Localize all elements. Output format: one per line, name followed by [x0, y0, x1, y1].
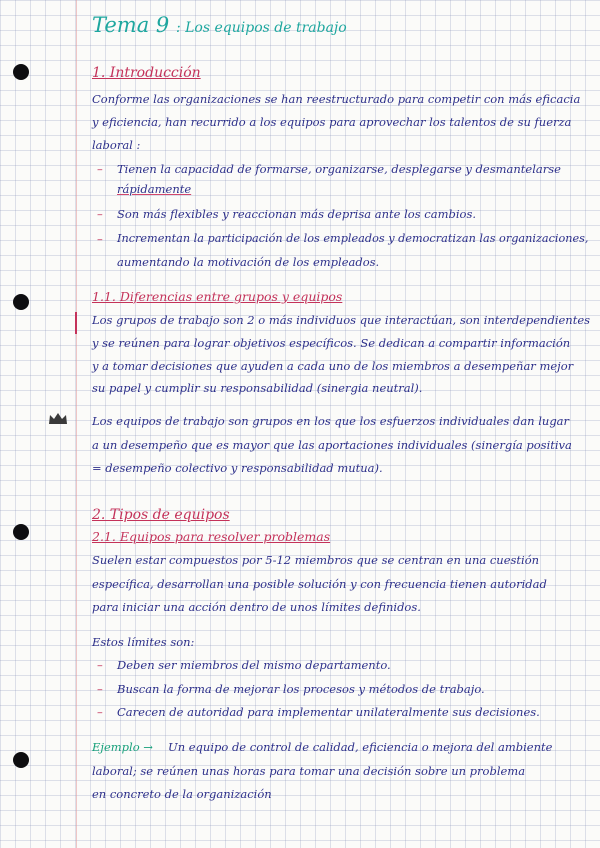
- sec2-bullet-2: Buscan la forma de mejorar los procesos y métodos de trabajo.: [117, 682, 485, 696]
- sec2-bullet-1: Deben ser miembros del mismo departamento.: [117, 658, 391, 672]
- sec1-bullet-3a: Incrementan la participación de los empleados y democratizan las organizaciones,: [117, 232, 589, 245]
- crown-icon: [48, 412, 68, 426]
- bullet-dash: –: [97, 705, 103, 719]
- sec1-bullet-3b: aumentando la motivación de los empleados.: [117, 255, 380, 269]
- sec1-line-3: laboral :: [92, 138, 141, 152]
- bullet-dash: –: [97, 232, 103, 246]
- binder-hole-icon: [13, 752, 29, 768]
- margin-line: [76, 0, 77, 848]
- example-line-3: en concreto de la organización: [92, 787, 272, 801]
- sec1-bullet-1b: rápidamente: [117, 182, 192, 196]
- sec2-limits-label: Estos límites son:: [92, 635, 195, 649]
- section-1-1-heading: 1.1. Diferencias entre grupos y equipos: [92, 289, 343, 304]
- sec2-bullet-3: Carecen de autoridad para implementar unilateralmente sus decisiones.: [117, 705, 540, 719]
- margin-mark: [75, 312, 77, 334]
- section-2-1-heading: 2.1. Equipos para resolver problemas: [92, 529, 331, 544]
- sec11-quote-2: a un desempeño que es mayor que las aportaciones individuales (sinergía positiva: [92, 438, 572, 452]
- sec11-quote-1: Los equipos de trabajo son grupos en los que los esfuerzos individuales dan lugar: [92, 414, 570, 428]
- sec11-line-2: y se reúnen para lograr objetivos específicos. Se dedican a compartir información: [92, 336, 571, 350]
- sec2-line-3: para iniciar una acción dentro de unos límites definidos.: [92, 600, 421, 614]
- sec11-line-1: Los grupos de trabajo son 2 o más individuos que interactúan, son interdependientes: [92, 313, 591, 327]
- bullet-dash: –: [97, 658, 103, 672]
- section-2-heading: 2. Tipos de equipos: [92, 507, 230, 523]
- section-1-heading: 1. Introducción: [92, 65, 201, 81]
- sec1-line-2: y eficiencia, han recurrido a los equipos para aprovechar los talentos de su fuerza: [92, 115, 572, 129]
- bullet-dash: –: [97, 207, 103, 221]
- sec1-bullet-2: Son más flexibles y reaccionan más deprisa ante los cambios.: [117, 207, 477, 221]
- binder-hole-icon: [13, 294, 29, 310]
- example-line-2: laboral; se reúnen unas horas para tomar una decisión sobre un problema: [92, 764, 526, 778]
- page-title: [92, 13, 347, 37]
- example-line-1: Un equipo de control de calidad, eficiencia o mejora del ambiente: [168, 740, 553, 754]
- sec11-line-3: y a tomar decisiones que ayuden a cada uno de los miembros a desempeñar mejor: [92, 359, 574, 373]
- example-label: Ejemplo →: [92, 740, 153, 754]
- sec1-bullet-1a: Tienen la capacidad de formarse, organizarse, desplegarse y desmantelarse: [117, 162, 561, 176]
- sec1-line-1: Conforme las organizaciones se han reestructurado para competir con más eficacia: [92, 92, 581, 106]
- sec11-line-4: su papel y cumplir su responsabilidad (sinergia neutral).: [92, 381, 423, 395]
- title-sub: : Los equipos de trabajo: [175, 20, 347, 36]
- binder-hole-icon: [13, 524, 29, 540]
- bullet-dash: –: [97, 682, 103, 696]
- sec2-line-1: Suelen estar compuestos por 5-12 miembros que se centran en una cuestión: [92, 553, 540, 567]
- sec11-quote-3: = desempeño colectivo y responsabilidad mutua).: [92, 461, 383, 475]
- bullet-dash: –: [97, 162, 103, 176]
- title-main: Tema 9: [92, 13, 170, 37]
- binder-hole-icon: [13, 64, 29, 80]
- sec2-line-2: específica, desarrollan una posible solución y con frecuencia tienen autoridad: [92, 577, 547, 591]
